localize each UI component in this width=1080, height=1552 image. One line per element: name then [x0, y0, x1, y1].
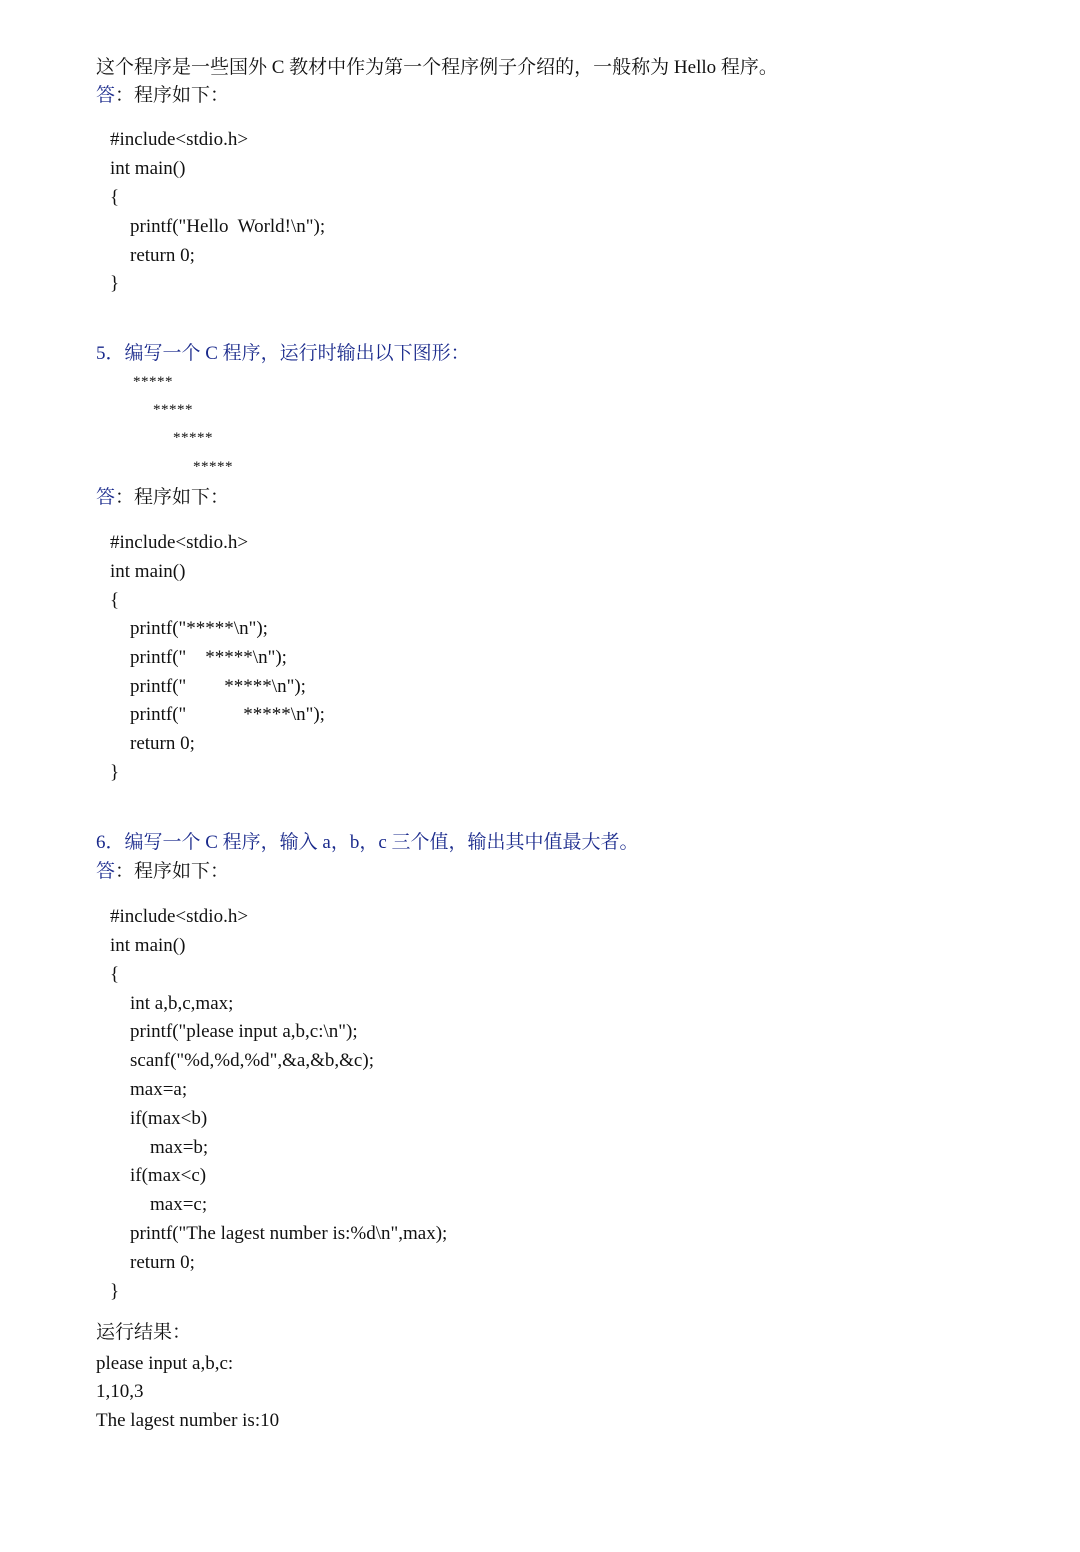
code-line: } [110, 273, 120, 294]
answer-marker: 答 [96, 85, 116, 106]
code-line: max=a; [130, 1079, 188, 1100]
code-line: printf(" *****\n"); [130, 676, 306, 697]
code-line: } [110, 762, 120, 783]
answer-label-1 [96, 84, 229, 108]
code-line: } [110, 1281, 120, 1302]
code-line: printf("*****\n"); [130, 618, 268, 639]
code-line: if(max<b) [130, 1108, 208, 1129]
answer-marker: 答 [96, 861, 116, 882]
code-line: if(max<c) [130, 1165, 207, 1186]
run-output-line: 1,10,3 [96, 1381, 144, 1402]
code-line: return 0; [130, 245, 195, 266]
code-line: int a,b,c,max; [130, 993, 234, 1014]
answer-suffix: ：程序如下： [115, 487, 230, 508]
answer-label-2 [96, 486, 229, 510]
code-line: printf(" *****\n"); [130, 704, 325, 725]
answer-label-3 [96, 860, 229, 884]
answer-suffix: ：程序如下： [115, 861, 230, 882]
answer-marker: 答 [96, 487, 116, 508]
code-line: max=c; [150, 1194, 208, 1215]
code-line: { [110, 187, 120, 208]
code-line: { [110, 590, 120, 611]
code-line: scanf("%d,%d,%d",&a,&b,&c); [130, 1050, 374, 1071]
run-output-line: The lagest number is:10 [96, 1410, 280, 1431]
question-5: 5．编写一个 C 程序，运行时输出以下图形： [96, 343, 470, 364]
code-line: #include<stdio.h> [110, 906, 249, 927]
code-line: printf("The lagest number is:%d\n",max); [130, 1223, 448, 1244]
code-line: int main() [110, 561, 186, 582]
intro-paragraph: 这个程序是一些国外 C 教材中作为第一个程序例子介绍的，一般称为 Hello 程序。 [96, 57, 778, 78]
code-line: return 0; [130, 1252, 195, 1273]
code-line: int main() [110, 935, 186, 956]
star-row: ***** [133, 374, 173, 390]
run-result-label: 运行结果： [96, 1322, 192, 1343]
star-row: ***** [193, 459, 233, 475]
star-row: ***** [173, 430, 213, 446]
answer-suffix: ：程序如下： [115, 85, 230, 106]
star-row: ***** [153, 402, 193, 418]
code-line: printf(" *****\n"); [130, 647, 287, 668]
code-line: #include<stdio.h> [110, 129, 249, 150]
code-line: return 0; [130, 733, 195, 754]
run-output-line: please input a,b,c: [96, 1353, 234, 1374]
code-line: { [110, 964, 120, 985]
code-line: printf("please input a,b,c:\n"); [130, 1021, 358, 1042]
code-line: #include<stdio.h> [110, 532, 249, 553]
code-line: max=b; [150, 1137, 209, 1158]
code-line: printf("Hello World!\n"); [130, 216, 326, 237]
code-line: int main() [110, 158, 186, 179]
question-6: 6．编写一个 C 程序，输入 a，b，c 三个值，输出其中值最大者。 [96, 832, 639, 853]
